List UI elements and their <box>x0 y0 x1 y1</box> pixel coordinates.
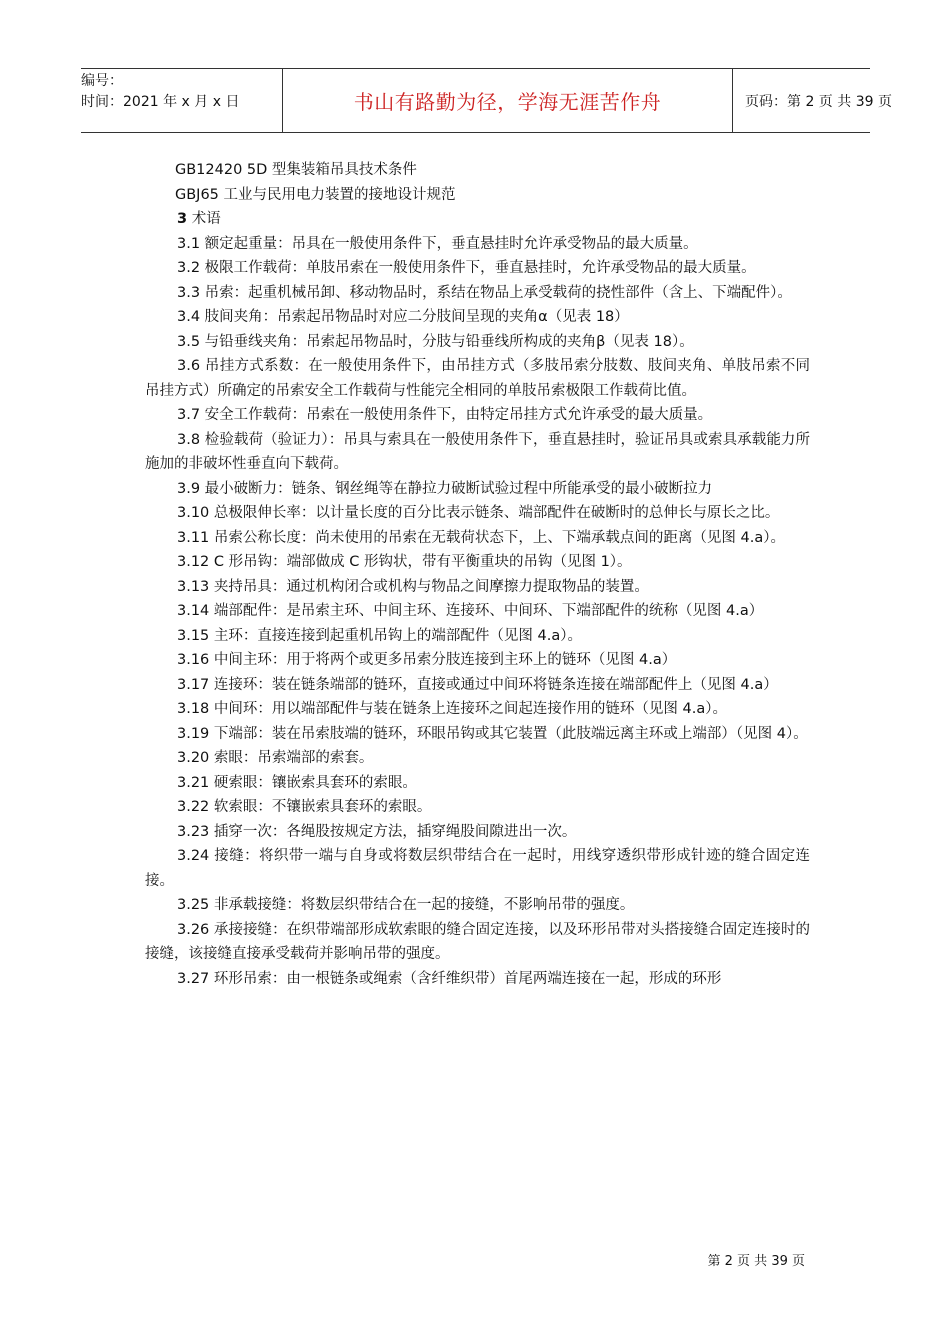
term-definition: 3.19 下端部：装在吊索肢端的链环，环眼吊钩或其它装置（此肢端远离主环或上端部）（见图 4）。 <box>177 725 808 742</box>
term-definition: 3.17 连接环：装在链条端部的链环，直接或通过中间环将链条连接在端部配件上（见图 4.a） <box>177 676 778 693</box>
term-definition: 3.5 与铅垂线夹角：吊索起吊物品时，分肢与铅垂线所构成的夹角β（见表 18）。 <box>177 333 694 350</box>
header-motto: 书山有路勤为径，学海无涯苦作舟 <box>282 69 733 132</box>
reference-standard: GB12420 5D 型集装箱吊具技术条件 <box>175 162 417 178</box>
term-definition: 3.1 额定起重量：吊具在一般使用条件下，垂直悬挂时允许承受物品的最大质量。 <box>177 235 698 252</box>
term-definition: 3.13 夹持吊具：通过机构闭合或机构与物品之间摩擦力提取物品的装置。 <box>177 578 649 595</box>
term-definition: 3.25 非承载接缝：将数层织带结合在一起的接缝，不影响吊带的强度。 <box>177 897 635 913</box>
term-definition: 3.12 C 形吊钩：端部做成 C 形钩状，带有平衡重块的吊钩（见图 1）。 <box>177 554 632 570</box>
term-definition: 3.20 索眼：吊索端部的索套。 <box>177 750 374 766</box>
term-definition: 3.21 硬索眼：镶嵌索具套环的索眼。 <box>177 774 417 791</box>
term-definition: 3.8 检验载荷（验证力）：吊具与索具在一般使用条件下，垂直悬挂时，验证吊具或索具承载能力所施加的非破坏性垂直向下载荷。 <box>145 431 810 472</box>
term-definition: 3.11 吊索公称长度：尚未使用的吊索在无载荷状态下，上、下端承载点间的距离（见图 4.a）。 <box>177 529 785 546</box>
term-definition: 3.26 承接接缝：在织带端部形成软索眼的缝合固定连接，以及环形吊带对头搭接缝合固定连接时的接缝，该接缝直接承受载荷并影响吊带的强度。 <box>145 921 810 962</box>
page-footer-number: 第 2 页 共 39 页 <box>707 1254 805 1269</box>
term-definition: 3.3 吊索：起重机械吊卸、移动物品时，系结在物品上承受载荷的挠性部件（含上、下端配件）。 <box>177 284 792 301</box>
term-definition: 3.14 端部配件：是吊索主环、中间主环、连接环、中间环、下端部配件的统称（见图 4.a） <box>177 603 764 619</box>
term-definition: 3.22 软索眼：不镶嵌索具套环的索眼。 <box>177 799 432 815</box>
term-definition: 3.16 中间主环：用于将两个或更多吊索分肢连接到主环上的链环（见图 4.a） <box>177 652 677 668</box>
reference-standard: GBJ65 工业与民用电力装置的接地设计规范 <box>175 186 456 203</box>
section-heading <box>145 207 810 232</box>
document-time-label: 时间：2021 年 x 月 x 日 <box>81 94 240 110</box>
header-page-label: 页码：第 2 页 共 39 页 <box>745 93 892 110</box>
term-definition: 3.18 中间环：用以端部配件与装在链条上连接环之间起连接作用的链环（见图 4.a）。 <box>177 701 727 717</box>
term-definition: 3.6 吊挂方式系数：在一般使用条件下，由吊挂方式（多肢吊索分肢数、肢间夹角、单肢吊索不同吊挂方式）所确定的吊索安全工作载荷与性能完全相同的单肢吊索极限工作载荷比值。 <box>145 358 810 399</box>
term-definition: 3.15 主环：直接连接到起重机吊钩上的端部配件（见图 4.a）。 <box>177 627 582 644</box>
term-definition: 3.23 插穿一次：各绳股按规定方法，插穿绳股间隙进出一次。 <box>177 823 577 840</box>
term-definition: 3.9 最小破断力：链条、钢丝绳等在静拉力破断试验过程中所能承受的最小破断拉力 <box>177 480 713 497</box>
section-title: 术语 <box>187 211 221 227</box>
page-header <box>81 68 892 133</box>
term-definition: 3.4 肢间夹角：吊索起吊物品时对应二分肢间呈现的夹角α（见表 18） <box>177 309 629 325</box>
document-number-label: 编号： <box>81 73 123 89</box>
section-number: 3 <box>177 211 188 227</box>
term-definition: 3.7 安全工作载荷：吊索在一般使用条件下，由特定吊挂方式允许承受的最大质量。 <box>177 407 713 423</box>
term-definition: 3.10 总极限伸长率：以计量长度的百分比表示链条、端部配件在破断时的总伸长与原长之比。 <box>177 505 780 521</box>
term-definition: 3.24 接缝：将织带一端与自身或将数层织带结合在一起时，用线穿透织带形成针迹的缝合固定连接。 <box>145 848 810 889</box>
header-meta <box>81 69 282 132</box>
term-definition: 3.27 环形吊索：由一根链条或绳索（含纤维织带）首尾两端连接在一起，形成的环形 <box>177 970 722 987</box>
document-body <box>145 158 810 991</box>
term-definition: 3.2 极限工作载荷：单肢吊索在一般使用条件下，垂直悬挂时，允许承受物品的最大质量。 <box>177 260 756 276</box>
